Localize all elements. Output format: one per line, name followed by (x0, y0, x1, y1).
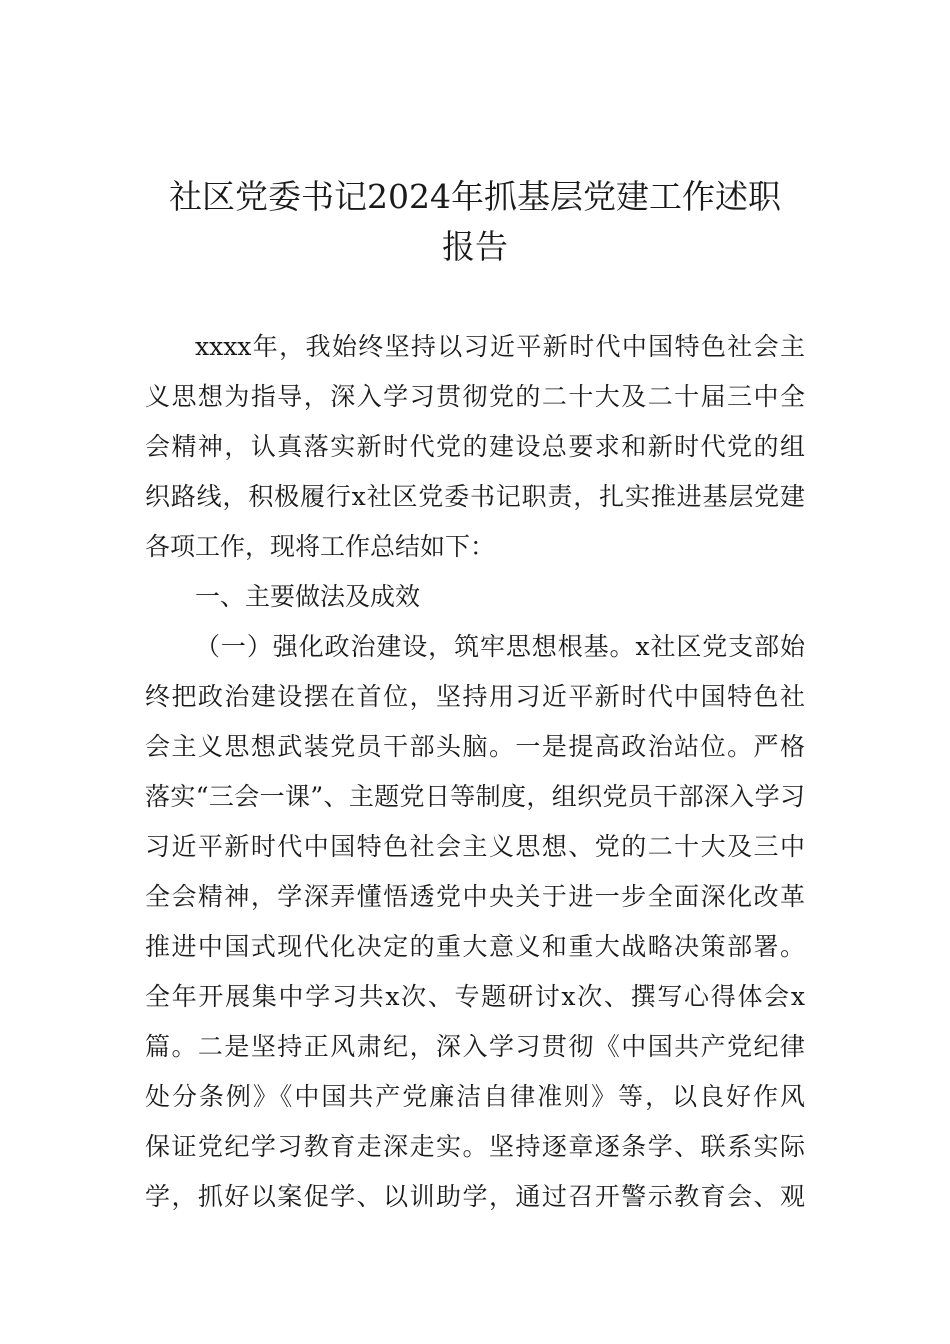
paragraph-2-line-7: 推进中国式现代化决定的重大意义和重大战略决策部署。 (145, 932, 805, 961)
paragraph-1-line-4: 织路线，积极履行x社区党委书记职责，扎实推进基层党建 (145, 482, 805, 511)
section-heading: 一、主要做法及成效 (195, 582, 421, 611)
paragraph-2-line-1: （一）强化政治建设，筑牢思想根基。x社区党支部始 (195, 632, 805, 661)
paragraph-2-line-10: 处分条例》《中国共产党廉洁自律准则》等，以良好作风 (145, 1082, 805, 1111)
document-title-line-2: 报告 (442, 227, 508, 266)
paragraph-2-line-12: 学，抓好以案促学、以训助学，通过召开警示教育会、观 (145, 1182, 805, 1211)
paragraph-2-line-11: 保证党纪学习教育走深走实。坚持逐章逐条学、联系实际 (145, 1132, 805, 1161)
paragraph-2-line-6: 全会精神，学深弄懂悟透党中央关于进一步全面深化改革 (145, 882, 805, 911)
paragraph-2-line-3: 会主义思想武装党员干部头脑。一是提高政治站位。严格 (145, 732, 805, 761)
document-title-line-1: 社区党委书记2024年抓基层党建工作述职 (169, 177, 781, 216)
paragraph-2-line-4: 落实“三会一课”、主题党日等制度，组织党员干部深入学习 (145, 782, 805, 811)
paragraph-1-line-3: 会精神，认真落实新时代党的建设总要求和新时代党的组 (145, 432, 805, 461)
paragraph-1-line-5: 各项工作，现将工作总结如下： (145, 532, 496, 561)
paragraph-1-line-2: 义思想为指导，深入学习贯彻党的二十大及二十届三中全 (145, 382, 805, 411)
paragraph-2-line-9: 篇。二是坚持正风肃纪，深入学习贯彻《中国共产党纪律 (145, 1032, 805, 1061)
paragraph-2-line-8: 全年开展集中学习共x次、专题研讨x次、撰写心得体会x (145, 982, 805, 1011)
paragraph-1-line-1: xxxx年，我始终坚持以习近平新时代中国特色社会主 (195, 332, 805, 361)
paragraph-2-line-2: 终把政治建设摆在首位，坚持用习近平新时代中国特色社 (145, 682, 805, 711)
paragraph-2-line-5: 习近平新时代中国特色社会主义思想、党的二十大及三中 (145, 832, 805, 861)
